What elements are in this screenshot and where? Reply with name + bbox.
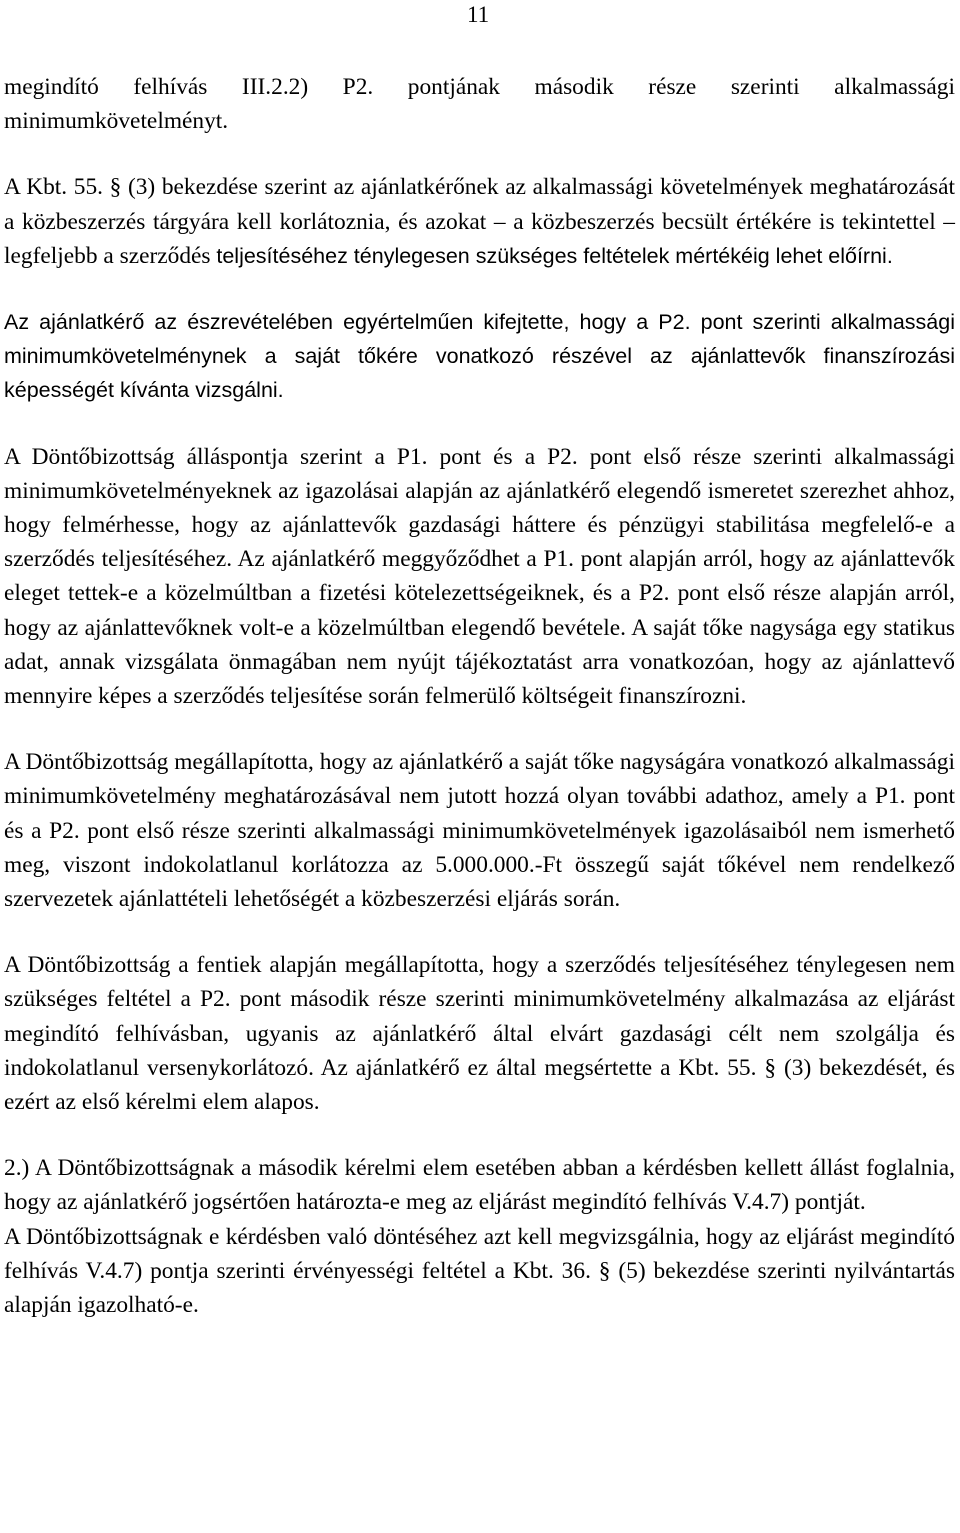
paragraph-8: A Döntőbizottságnak e kérdésben való döntéséhez azt kell megvizsgálnia, hogy az eljárást megindító felhívás V.4.7) pontja szerinti érvényességi feltétel a Kbt. 36. § (5) bekezdése szerinti nyilvántartás alapján igazolható-e.	[4, 1223, 955, 1319]
page-number: 11	[467, 2, 490, 27]
paragraph-2-text-b: teljesítéséhez ténylegesen szükséges feltételek mértékéig lehet előírni.	[216, 243, 893, 268]
paragraph-5: A Döntőbizottság megállapította, hogy az ajánlatkérő a saját tőke nagyságára vonatkozó alkalmassági minimumkövetelmény meghatározásával nem jutott hozzá olyan további adathoz, amely a P1. pont és a P2. pont első része szerinti alkalmassági minimumkövetelmények igazolásaiból nem ismerhető meg, viszont indokolatlanul korlátozza az 5.000.000.-Ft összegű saját tőkével nem rendelkező szervezetek ajánlattételi lehetőségét a közbeszerzési eljárás során.	[4, 749, 955, 913]
paragraph-2-text-a: A Kbt. 55. § (3) bekezdése szerint az ajánlatkérőnek az alkalmassági követelmények meghatározását a közbeszerzés tárgyára kell korlátoznia, és azokat – a közbeszerzés becsült értékére is tekintettel – legfeljebb a szerződés	[4, 174, 955, 269]
paragraph-spacer	[4, 713, 955, 745]
paragraph-3-text: Az ajánlatkérő az észrevételében egyértelműen kifejtette, hogy a P2. pont szerinti alkalmassági minimumkövetelménynek a saját tőkére vonatkozó részével az ajánlattevők finanszírozási képességét kívánta vizsgálni.	[4, 310, 955, 403]
paragraph-1: megindító felhívás III.2.2) P2. pontjának második része szerinti alkalmassági minimumkövetelményt.	[4, 74, 955, 135]
paragraph-spacer	[4, 916, 955, 948]
paragraph-spacer	[4, 408, 955, 440]
paragraph-7: 2.) A Döntőbizottságnak a második kérelmi elem esetében abban a kérdésben kellett állást foglalnia, hogy az ajánlatkérő jogsértően határozta-e meg az eljárást megindító felhívás V.4.7) pontját.	[4, 1155, 955, 1216]
paragraph-4: A Döntőbizottság álláspontja szerint a P1. pont és a P2. pont első része szerinti alkalmassági minimumkövetelményeknek az igazolásai alapján az ajánlatkérő elegendő ismeretet szerezhet ahhoz, hogy felmérhesse, hogy az ajánlattevők gazdasági háttere és pénzügyi stabilitása megfelelő-e a szerződés teljesítéséhez. Az ajánlatkérő meggyőződhet a P1. pont alapján arról, hogy az ajánlattevők eleget tettek-e a közelmúltban a fizetési kötelezettségeiknek, és a P2. pont első része alapján arról, hogy az ajánlattevőknek volt-e a közelmúltban elegendő bevétele. A saját tőke nagysága egy statikus adat, annak vizsgálata önmagában nem nyújt tájékoztatást arra vonatkozóan, hogy az ajánlattevő mennyire képes a szerződés teljesítése során felmerülő költségeit finanszírozni.	[4, 443, 955, 710]
document-body	[4, 70, 955, 1322]
paragraph-spacer	[4, 1119, 955, 1151]
paragraph-spacer	[4, 138, 955, 170]
paragraph-6: A Döntőbizottság a fentiek alapján megállapította, hogy a szerződés teljesítéséhez ténylegesen nem szükséges feltétel a P2. pont második része szerinti minimumkövetelmény alkalmazása az eljárást megindító felhívásban, ugyanis az ajánlatkérő által elvárt gazdasági célt nem szolgálja és indokolatlanul versenykorlátozó. Az ajánlatkérő ez által megsértette a Kbt. 55. § (3) bekezdését, és ezért az első kérelmi elem alapos.	[4, 952, 955, 1116]
paragraph-3	[4, 305, 955, 408]
paragraph-spacer	[4, 273, 955, 305]
paragraph-2	[4, 170, 955, 273]
